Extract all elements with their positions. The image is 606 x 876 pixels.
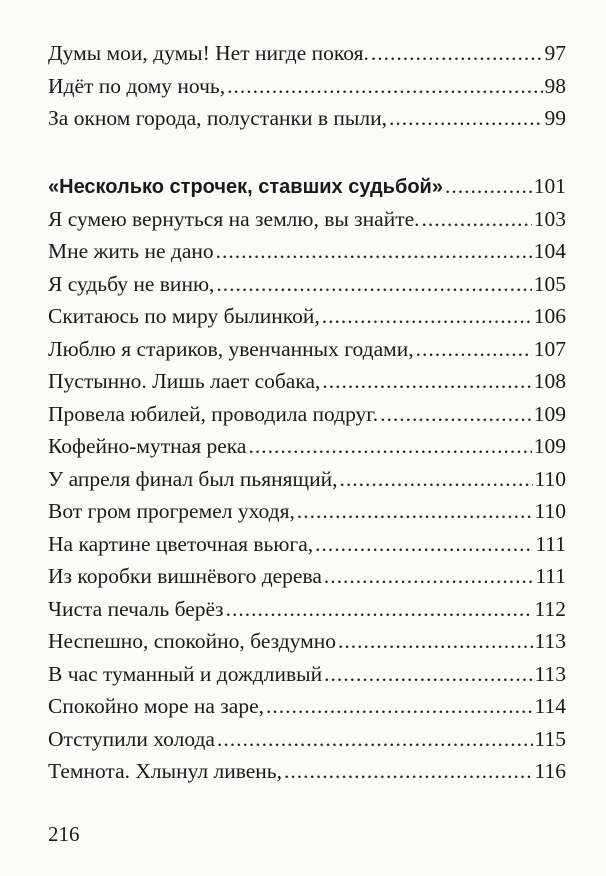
dot-leader [324,560,533,593]
toc-entry [48,625,566,658]
toc-entry-page: 109 [533,401,566,426]
toc-entry-page: 107 [533,336,566,361]
dot-leader [371,37,543,70]
toc-entry-page: 99 [544,106,566,130]
toc-entry [48,658,566,691]
dot-leader [380,398,532,431]
dot-leader [227,70,542,103]
toc-entry [48,300,566,333]
toc-entry [48,365,566,398]
dot-leader [217,723,533,756]
toc-entry [48,593,566,626]
toc-entry-title: Из коробки вишнёвого дерева [48,564,322,588]
toc-entry-page: 116 [534,759,566,783]
toc-entry [48,268,566,301]
toc-entry-title: Идёт по дому ночь, [48,73,226,98]
toc-entry-page: 113 [534,629,566,653]
dot-leader [416,333,532,366]
dot-leader [315,528,533,561]
dot-leader [297,495,533,528]
toc-entry [48,70,566,103]
toc-entry-title: Чиста печаль берёз [48,596,224,621]
dot-leader [284,755,533,788]
toc-entry-title: Спокойно море на заре, [48,694,264,718]
toc-entry-page: 97 [544,41,566,65]
dot-leader [216,268,531,301]
toc-section-title: «Несколько строчек, ставших судьбой» [48,176,443,198]
dot-leader [248,430,531,463]
dot-leader [322,300,532,333]
toc-entry [48,690,566,723]
toc-entry [48,203,566,236]
toc-entry-title: Я судьбу не виню, [48,271,215,296]
toc-entry-page: 109 [533,434,566,458]
toc-entry-page: 115 [534,726,566,751]
toc-entry-page: 104 [533,239,566,263]
toc-entry-title: Темнота. Хлынул ливень, [48,759,282,783]
toc-group-2 [48,170,566,788]
dot-leader [445,170,532,203]
toc-entry-page: 108 [533,369,566,393]
toc-group-1 [48,37,566,135]
dot-leader [216,235,532,268]
toc-entry [48,560,566,593]
toc-entry-title: Неспешно, спокойно, бездумно [48,629,337,653]
toc-entry-page: 111 [535,564,566,588]
toc-entry-title: На картине цветочная вьюга, [48,531,314,556]
toc-entry-title: У апреля финал был пьянящий, [48,466,338,491]
toc-entry-page: 110 [534,499,566,523]
toc-entry [48,723,566,756]
toc-entry [48,430,566,463]
toc-entry-title: Скитаюсь по миру былинкой, [48,304,320,328]
toc-entry [48,37,566,70]
dot-leader [322,365,531,398]
toc-entry-page: 112 [534,596,566,621]
dot-leader [339,463,532,496]
toc-section-heading [48,170,566,203]
toc-entry-title: Я сумею вернуться на землю, вы знайте. [48,206,420,231]
toc-entry-title: Думы мои, думы! Нет нигде покоя. [48,41,369,65]
toc-entry-title: Пустынно. Лишь лает собака, [48,369,321,393]
toc-section-page: 101 [533,174,566,198]
toc-entry-page: 113 [534,661,566,686]
toc-entry [48,528,566,561]
toc-entry-page: 106 [533,304,566,328]
dot-leader [422,203,532,236]
toc-entry-page: 98 [544,73,566,98]
toc-entry-title: Отступили холода [48,726,215,751]
toc-entry [48,495,566,528]
toc-entry-title: Провела юбилей, проводила подруг. [48,401,379,426]
toc-entry-title: Вот гром прогремел уходя, [48,499,295,523]
dot-leader [389,102,543,135]
toc-entry-title: Кофейно-мутная река [48,434,247,458]
dot-leader [324,658,532,691]
toc-entry-title: Мне жить не дано [48,239,214,263]
toc-entry [48,463,566,496]
toc-entry [48,235,566,268]
toc-entry-page: 111 [535,531,566,556]
toc-entry-page: 110 [534,466,566,491]
dot-leader [266,690,533,723]
toc-entry-title: Люблю я стариков, увенчанных годами, [48,336,414,361]
toc-entry [48,333,566,366]
toc-entry [48,755,566,788]
page-number: 216 [48,822,80,846]
dot-leader [338,625,533,658]
toc-entry-page: 114 [534,694,566,718]
toc-entry-page: 105 [533,271,566,296]
toc-entry-title: В час туманный и дождливый [48,661,323,686]
toc-entry-title: За окном города, полустанки в пыли, [48,106,387,130]
dot-leader [226,593,533,626]
toc-entry [48,102,566,135]
toc-entry-page: 103 [533,206,566,231]
toc-entry [48,398,566,431]
